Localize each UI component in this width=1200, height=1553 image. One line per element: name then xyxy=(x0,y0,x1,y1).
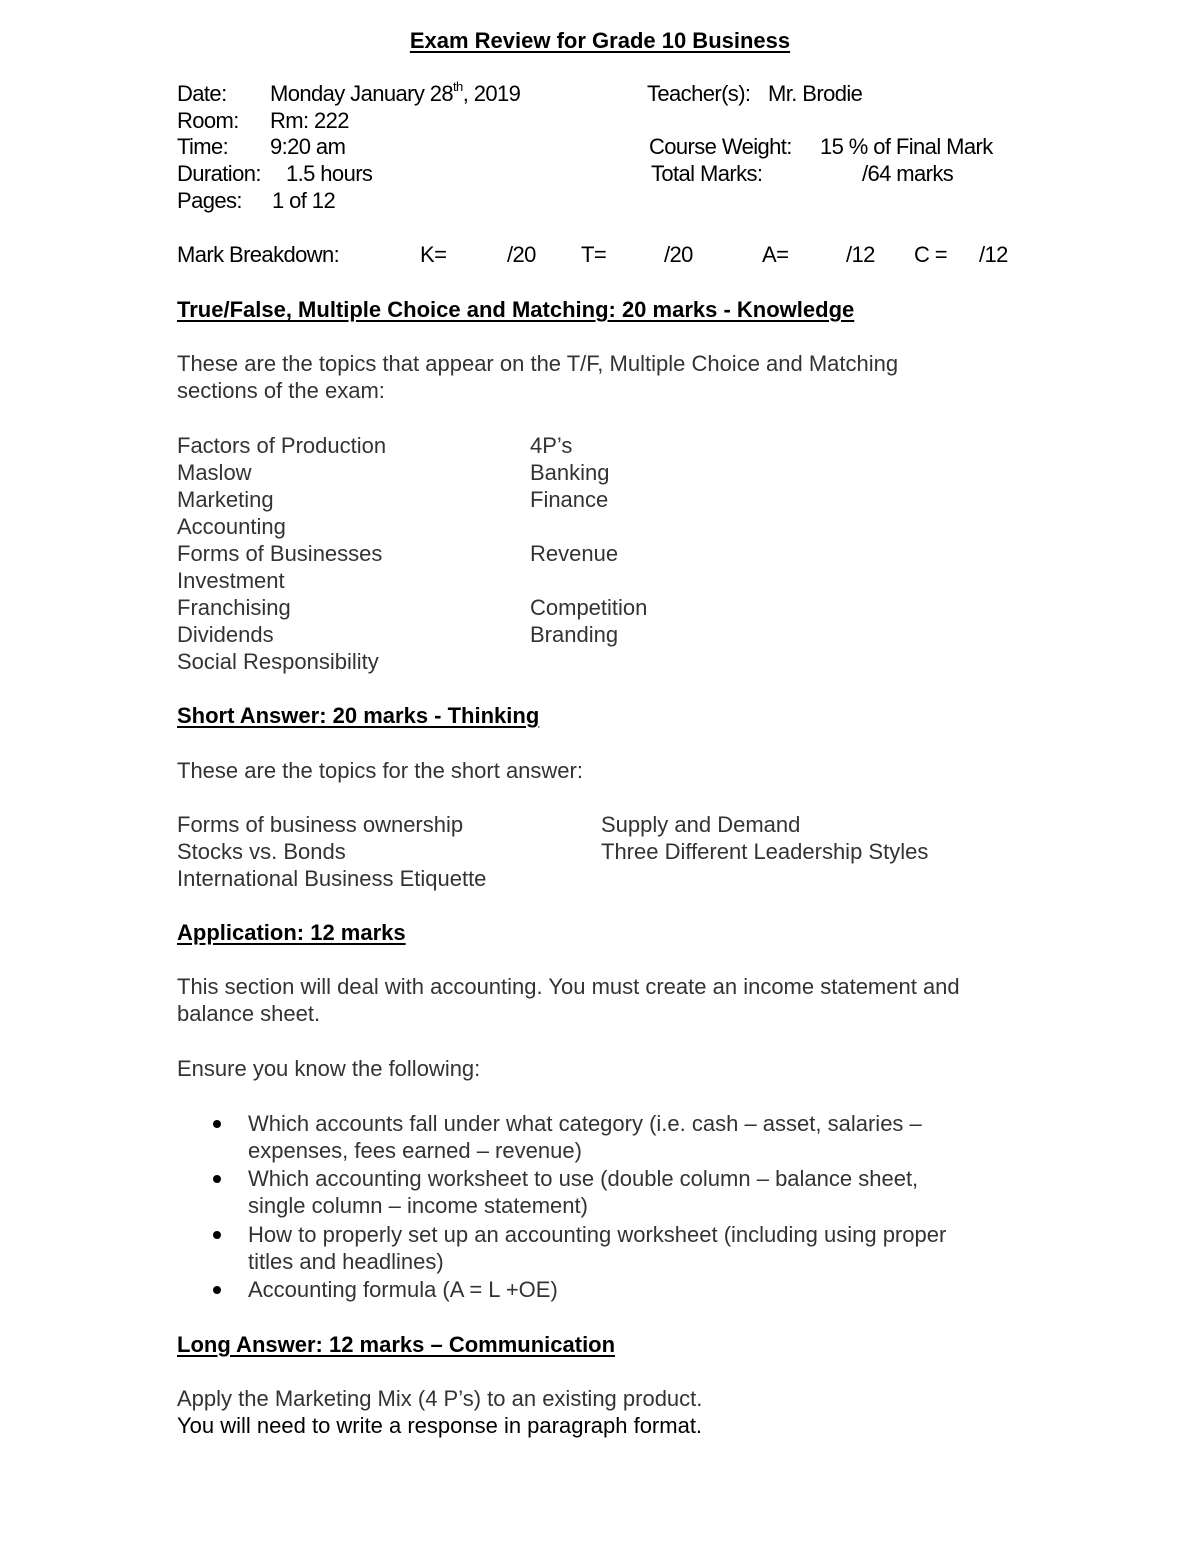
bullet-icon xyxy=(213,1175,221,1183)
knowledge-label: K= xyxy=(420,242,447,267)
teacher-value: Mr. Brodie xyxy=(768,81,863,106)
date-value: Monday January 28th, 2019 xyxy=(270,78,521,106)
section-knowledge-intro-line1: These are the topics that appear on the T/F, Multiple Choice and Matching xyxy=(177,351,899,376)
section-application-intro-line1: This section will deal with accounting. You must create an income statement and xyxy=(177,974,960,999)
room-value: Rm: 222 xyxy=(270,108,349,133)
bullet-item-line1: How to properly set up an accounting worksheet (including using proper xyxy=(248,1222,947,1247)
topic-item: Dividends xyxy=(177,622,274,647)
topic-item: Factors of Production xyxy=(177,433,387,458)
bullet-item-line2: single column – income statement) xyxy=(248,1193,588,1218)
topic-item: Marketing xyxy=(177,487,274,512)
document-title: Exam Review for Grade 10 Business xyxy=(409,28,791,53)
section-communication-line1: Apply the Marketing Mix (4 P’s) to an existing product. xyxy=(177,1386,703,1411)
topic-item: Accounting xyxy=(177,514,286,539)
application-label: A= xyxy=(762,242,789,267)
topic-item: Branding xyxy=(530,622,619,647)
mark-breakdown-label: Mark Breakdown: xyxy=(177,242,340,267)
course-weight-value: 15 % of Final Mark xyxy=(820,134,993,159)
duration-label: Duration: xyxy=(177,161,261,186)
topic-item: Three Different Leadership Styles xyxy=(601,839,929,864)
course-weight-label: Course Weight: xyxy=(649,134,792,159)
section-communication-heading: Long Answer: 12 marks – Communication xyxy=(177,1332,616,1357)
total-marks-label: Total Marks: xyxy=(651,161,763,186)
teacher-label: Teacher(s): xyxy=(647,81,751,106)
bullet-item-line2: titles and headlines) xyxy=(248,1249,444,1274)
topic-item: Supply and Demand xyxy=(601,812,801,837)
application-total: /12 xyxy=(846,242,875,267)
section-thinking-intro: These are the topics for the short answer: xyxy=(177,758,583,783)
date-label: Date: xyxy=(177,81,227,106)
topic-item: Revenue xyxy=(530,541,619,566)
topic-item: Stocks vs. Bonds xyxy=(177,839,346,864)
bullet-item-line2: expenses, fees earned – revenue) xyxy=(248,1138,582,1163)
communication-label: C = xyxy=(914,242,948,267)
section-knowledge-intro-line2: sections of the exam: xyxy=(177,378,385,403)
thinking-label: T= xyxy=(581,242,607,267)
topic-item: Franchising xyxy=(177,595,291,620)
bullet-icon xyxy=(213,1120,221,1128)
room-label: Room: xyxy=(177,108,239,133)
topic-item: Banking xyxy=(530,460,610,485)
topic-item: Social Responsibility xyxy=(177,649,379,674)
time-label: Time: xyxy=(177,134,229,159)
bullet-item-line1: Which accounting worksheet to use (double column – balance sheet, xyxy=(248,1166,919,1191)
topic-item: Competition xyxy=(530,595,648,620)
thinking-total: /20 xyxy=(664,242,693,267)
topic-item: Forms of business ownership xyxy=(177,812,464,837)
section-thinking-heading: Short Answer: 20 marks - Thinking xyxy=(177,703,540,728)
section-application-heading: Application: 12 marks xyxy=(177,920,406,945)
total-marks-value: /64 marks xyxy=(862,161,954,186)
bullet-item-line1: Accounting formula (A = L +OE) xyxy=(248,1277,558,1302)
communication-total: /12 xyxy=(979,242,1008,267)
bullet-item-line1: Which accounts fall under what category (i.e. cash – asset, salaries – xyxy=(248,1111,922,1136)
duration-value: 1.5 hours xyxy=(286,161,373,186)
knowledge-total: /20 xyxy=(507,242,536,267)
bullet-icon xyxy=(213,1286,221,1294)
pages-label: Pages: xyxy=(177,188,242,213)
topic-item: Maslow xyxy=(177,460,252,485)
section-communication-line2: You will need to write a response in paragraph format. xyxy=(177,1413,703,1438)
section-application-intro-line2: balance sheet. xyxy=(177,1001,321,1026)
topic-item: Investment xyxy=(177,568,285,593)
topic-item: 4P’s xyxy=(530,433,573,458)
time-value: 9:20 am xyxy=(270,134,346,159)
bullet-icon xyxy=(213,1231,221,1239)
topic-item: International Business Etiquette xyxy=(177,866,487,891)
section-knowledge-heading: True/False, Multiple Choice and Matching: 20 marks - Knowledge xyxy=(177,297,855,322)
pages-value: 1 of 12 xyxy=(272,188,336,213)
topic-item: Finance xyxy=(530,487,609,512)
topic-item: Forms of Businesses xyxy=(177,541,383,566)
section-application-ensure: Ensure you know the following: xyxy=(177,1056,481,1081)
